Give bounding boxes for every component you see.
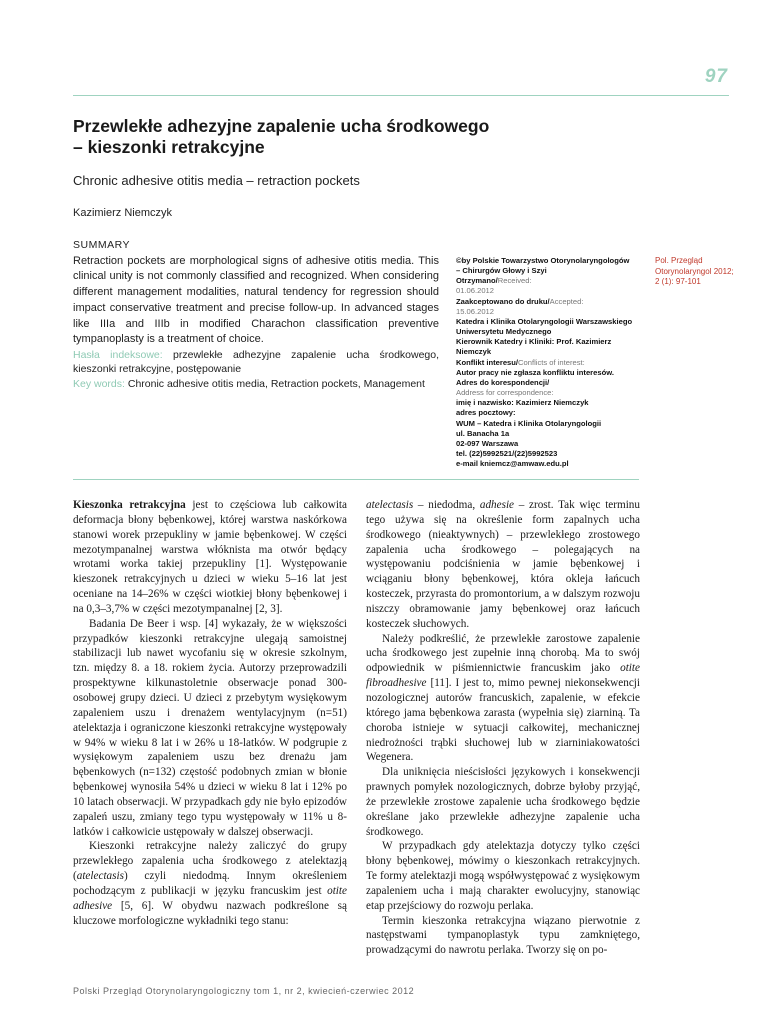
p5-part-c: [11]. I jest to, mimo pewnej niekonsekwencji nozologicznej autorów francuskich, zapalenie, w efekcie którego jama bębenkowa zarasta (wypełnia się) ziarniną. Ta choroba istnieje w sytuacji całkowitej, mechanicznej niedrożności trąbki słuchowej lub w ziarniniakowatości Wegenera. <box>366 677 640 764</box>
keywords-en-text: Chronic adhesive otitis media, Retraction pockets, Management <box>127 377 425 390</box>
summary-heading: SUMMARY <box>73 239 130 251</box>
accepted-label <box>456 297 646 307</box>
accepted-label-pl: Zaakceptowano do druku/ <box>456 296 550 306</box>
article-subtitle: Chronic adhesive otitis media – retraction pockets <box>73 173 360 188</box>
journal-ref-line-1: Pol. Przegląd <box>655 256 703 265</box>
p4-part-b: – niedodma, <box>413 499 480 511</box>
keywords-pl-text: przewlekłe adhezyjne zapalenie ucha środkowego, kieszonki retrakcyjne, postępowanie <box>73 348 440 376</box>
paragraph-8: Termin kieszonka retrakcyjna wiązano pierwotnie z następstwami tympanoplastyk typu zamkniętego, prowadzącymi do nawrotu perlaka. Tworzy się on po- <box>366 914 640 957</box>
keywords-pl-label: Hasła indeksowe: <box>73 348 163 361</box>
received-label <box>456 276 646 286</box>
conflict-label-en: Conflicts of interest: <box>518 357 585 367</box>
postal-label: adres pocztowy: <box>456 408 516 418</box>
phone: tel. (22)5992521/(22)5992523 <box>456 448 558 458</box>
title-line-1: Przewlekłe adhezyjne zapalenie ucha środkowego <box>73 116 490 136</box>
accepted-date: 15.06.2012 <box>456 306 495 316</box>
p3-part-e: [5, 6]. W obydwu nazwach podkreślone są kluczowe morfologiczne wykładniki tego stanu: <box>73 899 347 927</box>
author-name: Kazimierz Niemczyk <box>73 207 173 219</box>
article-title <box>73 116 543 158</box>
summary-text: Retraction pockets are morphological signs of adhesive otitis media. This clinical unity is not commonly classified and recognized. When considering different management modalities, natural tendency for regression should impact conservative treatment and precise follow-up. In advanced stages like IIIa and IIIb in modified Charachon classification preventive tympanoplasty is a treatment of choice. <box>73 254 439 346</box>
section-divider <box>73 479 639 480</box>
conflict-text: Autor pracy nie zgłasza konfliktu interesów. <box>456 367 614 377</box>
conflict-label <box>456 358 646 368</box>
summary-section <box>73 238 439 391</box>
article-info-sidebar <box>456 256 646 469</box>
copyright-line-1: ©by Polskie Towarzystwo Otorynolaryngologów <box>456 256 630 265</box>
address-line-1: WUM – Katedra i Klinika Otolaryngologii <box>456 418 602 428</box>
page-footer: Polski Przegląd Otorynolaryngologiczny tom 1, nr 2, kwiecień-czerwiec 2012 <box>73 986 415 996</box>
conflict-label-pl: Konflikt interesu/ <box>456 357 519 367</box>
copyright-line-2: – Chirurgów Głowy i Szyi <box>456 266 547 276</box>
address-line-3: 02-097 Warszawa <box>456 438 519 448</box>
journal-ref-line-2: Otorynolaryngol 2012; <box>655 266 734 276</box>
p4-term-adhesie: adhesie <box>479 499 515 511</box>
received-label-en: Received: <box>497 276 532 286</box>
head-line-1: Kierownik Katedry i Kliniki: Prof. Kazimierz <box>456 337 612 347</box>
paragraph-7: W przypadkach gdy atelektazja dotyczy tylko części błony bębenkowej, mówimy o kieszonkach retrakcyjnych. Te formy atelektazji mogą współwystępować z wysiękowym zapaleniem ucha i mają charakter ewolucyjny, stanowiąc etap przejściowy do rozwoju perlaka. <box>366 840 640 912</box>
p5-part-a: Należy podkreślić, że przewlekłe zarostowe zapalenie ucha środkowego jest zupełnie inną chorobą. Ma to swój odpowiednik w piśmiennictwie francuskim jako <box>366 632 640 675</box>
accepted-label-en: Accepted: <box>549 296 584 306</box>
p4-term-atelectasis: atelectasis <box>366 499 414 511</box>
paragraph-2: Badania De Beer i wsp. [4] wykazały, że w większości przypadków kieszonki retrakcyjne ulegają samoistnej stabilizacji lub nawet wycofaniu się w okresie szkolnym, tzn. między 8. a 18. rokiem życia. Autorzy przeprowadzili prospektywne kilkunastoletnie obserwacje ponad 300-osobowej grupy dzieci. U dzieci z przebytym wysiękowym zapaleniem uszu i drenażem wentylacyjnym (n=51) atelektazja i ograniczone kieszonki retrakcyjne występowały w 94% w wieku 8 lat i w 26% u 18-latków. W podgrupie z wysiękowym zapaleniem uszu bez drenażu jam bębenkowych (n=132) częstość podobnych zmian w błonie bębenkowej wynosiła 54% u dzieci w wieku 8 lat i 12% po 10 latach obserwacji. W przypadkach gdy nie było epizodów zapaleń uszu, zmiany tego typu występowały w 11% u 8-latków i całkowicie ustępowały w dalszej obserwacji. <box>73 617 347 838</box>
paragraph-1-text: jest to częściowa lub całkowita deformacja błony bębenkowej, której warstwa naskórkowa stanowi worek przepukliny w jamie bębenkowej. W części mezotympanalnej warstwa włóknista ma otwór będący wrotami worka takiej przepukliny [1]. Występowanie kieszonek retrakcyjnych u dzieci w wieku 5–16 lat jest oceniane na 14–26% w części wiotkiej błony bębenkowej i na 0,3–3,7% w części mezotympanalnej [2, 3]. <box>73 499 347 615</box>
title-line-2: – kieszonki retrakcyjne <box>73 137 265 157</box>
keywords-en <box>73 377 439 392</box>
journal-reference <box>655 256 755 288</box>
top-divider <box>73 95 729 96</box>
address-line-2: ul. Banacha 1a <box>456 428 510 438</box>
p3-term-atelectasis: atelectasis <box>76 870 124 883</box>
address-label-pl: Adres do korespondencji/ <box>456 377 550 387</box>
p4-part-d: – zrost. Tak więc terminu tego używa się na określenie form zapalnych ucha środkowego (nieaktywnych) – przewlekłego zrostowego zapalenia ucha środkowego – polegających na występowaniu podciśnienia w jamie bębenkowej i wciąganiu błony bębenkowej, która okleja łańcuch kosteczek, przyrasta do promontorium, a w dalszym rozwoju niszczy obramowanie jamy bębenkowej oraz łańcuch kosteczek słuchowych. <box>366 499 640 630</box>
address-label-en: Address for correspondence: <box>456 388 554 398</box>
p3-part-a: Kieszonki retrakcyjne należy zaliczyć do grupy przewlekłego zapalenia ucha środkowego z atelektazją ( <box>73 840 347 883</box>
paragraph-4 <box>366 498 640 632</box>
received-date: 01.06.2012 <box>456 286 495 296</box>
head-line-2: Niemczyk <box>456 347 492 357</box>
received-label-pl: Otrzymano/ <box>456 276 498 286</box>
p3-part-c: ) czyli niedodmą. Innym określeniem pochodzącym z publikacji w języku francuskim jest <box>73 870 347 897</box>
paragraph-6: Dla uniknięcia nieścisłości językowych i konsekwencji prawnych pomyłek nozologicznych, dobrze byłoby przyjąć, że przewlekłe zrostowe zapalenie ucha środkowego będzie określane jako przewlekłe adhezyjne zapalenie ucha środkowego. <box>366 766 640 838</box>
journal-ref-line-3: 2 (1): 97-101 <box>655 277 701 286</box>
name-line: imię i nazwisko: Kazimierz Niemczyk <box>456 398 589 408</box>
body-column-right <box>366 498 640 958</box>
body-column-left <box>73 498 347 928</box>
p3-term-otite: otite adhesive <box>73 884 347 912</box>
paragraph-3 <box>73 839 347 928</box>
keywords-pl <box>73 348 439 377</box>
email: e-mail kniemcz@amwaw.edu.pl <box>456 459 569 469</box>
page-number: 97 <box>704 66 728 87</box>
paragraph-1 <box>73 498 347 617</box>
paragraph-5 <box>366 632 640 766</box>
department-line-1: Katedra i Klinika Otolaryngologii Warszawskiego <box>456 316 633 326</box>
department-line-2: Uniwersytetu Medycznego <box>456 327 552 337</box>
keywords-en-label: Key words: <box>73 377 125 390</box>
lead-term: Kieszonka retrakcyjna <box>73 499 186 511</box>
p5-term-fibroadhesive: otite fibroadhesive <box>366 662 640 690</box>
